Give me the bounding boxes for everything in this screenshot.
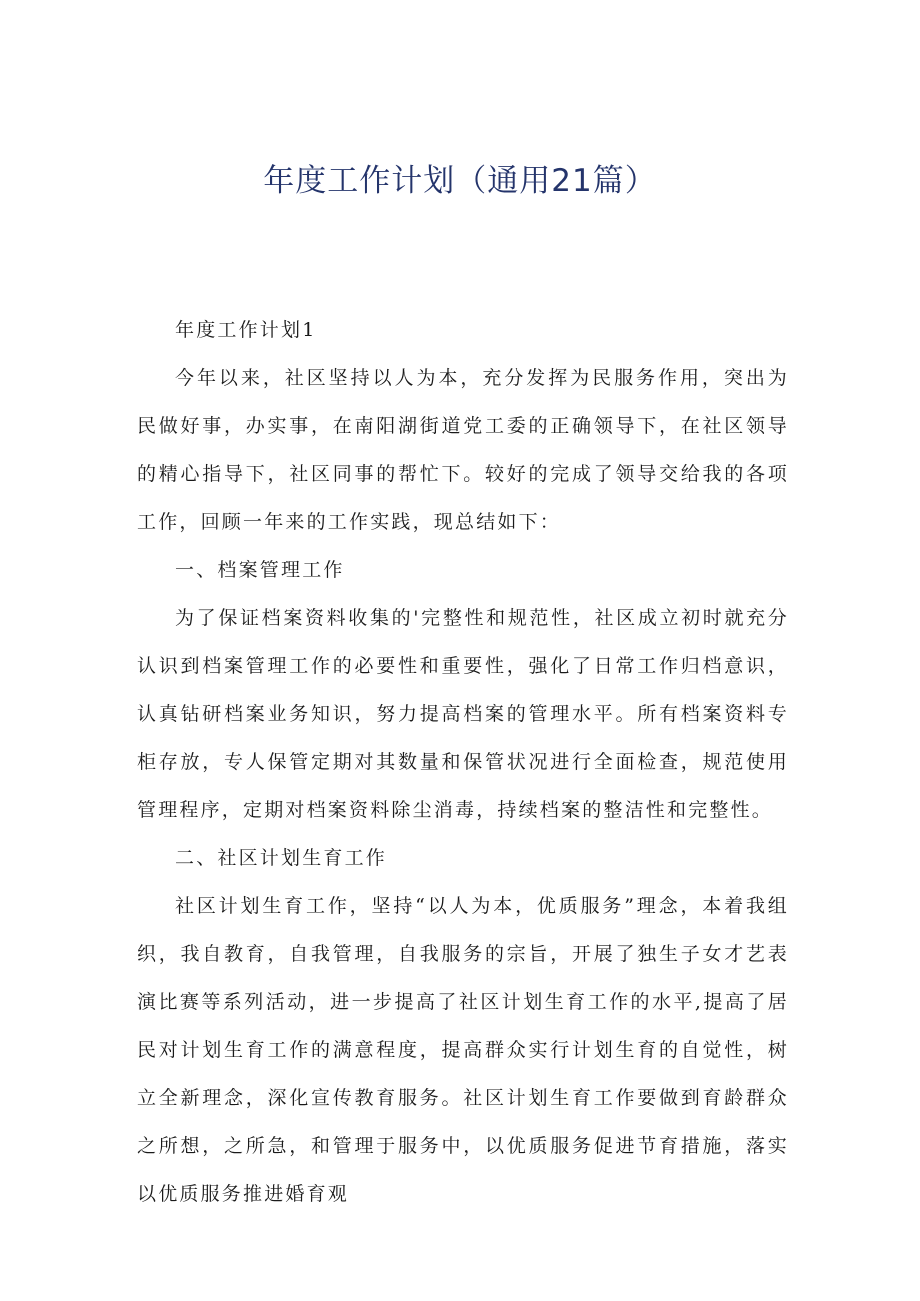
heading-family-planning: 二、社区计划生育工作 — [175, 847, 388, 869]
heading-archive-management: 一、档案管理工作 — [175, 559, 345, 581]
section-heading: 年度工作计划1 — [175, 319, 317, 341]
paragraph-intro: 今年以来，社区坚持以人为本，充分发挥为民服务作用，突出为民做好事，办实事，在南阳湖街道党工委的正确领导下，在社区领导的精心指导下，社区同事的帮忙下。较好的完成了领导交给我的各项工作，回顾一年来的工作实践，现总结如下： — [137, 367, 789, 533]
paragraph-archive-management: 为了保证档案资料收集的'完整性和规范性，社区成立初时就充分认识到档案管理工作的必要性和重要性，强化了日常工作归档意识，认真钻研档案业务知识，努力提高档案的管理水平。所有档案资料专柜存放，专人保管定期对其数量和保管状况进行全面检查，规范使用管理程序，定期对档案资料除尘消毒，持续档案的整洁性和完整性。 — [137, 607, 789, 821]
document-title: 年度工作计划（通用21篇） — [263, 163, 657, 199]
paragraph-family-planning: 社区计划生育工作，坚持“以人为本，优质服务”理念，本着我组织，我自教育，自我管理，自我服务的宗旨，开展了独生子女才艺表演比赛等系列活动，进一步提高了社区计划生育工作的水平,提高了居民对计划生育工作的满意程度，提高群众实行计划生育的自觉性，树立全新理念，深化宣传教育服务。社区计划生育工作要做到育龄群众之所想，之所急，和管理于服务中，以优质服务促进节育措施，落实以优质服务推进婚育观 — [137, 895, 789, 1205]
document-body — [137, 306, 789, 1218]
